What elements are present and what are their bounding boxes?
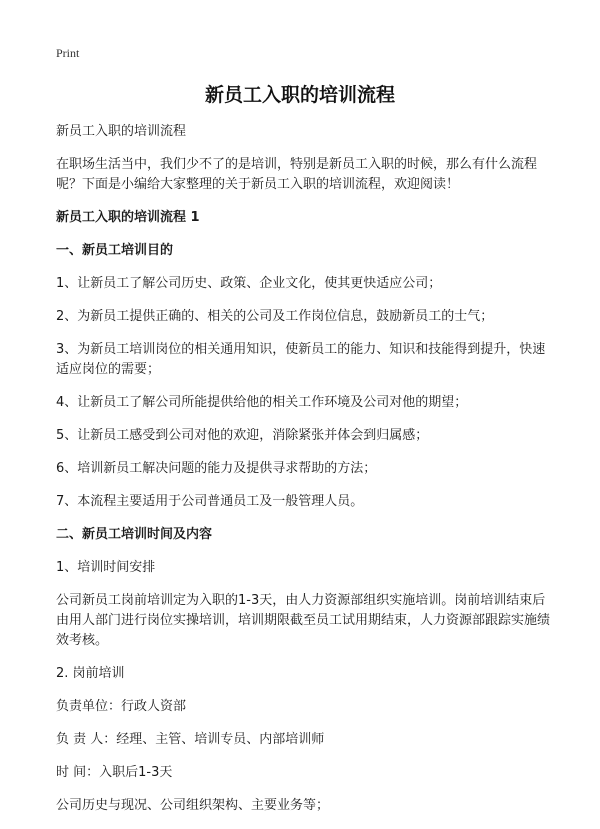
paragraph: 3、为新员工培训岗位的相关通用知识，使新员工的能力、知识和技能得到提升，快速适应岗位的需要； — [56, 342, 546, 377]
paragraph: 7、本流程主要适用于公司普通员工及一般管理人员。 — [56, 494, 364, 509]
paragraph: 2、为新员工提供正确的、相关的公司及工作岗位信息，鼓励新员工的士气； — [56, 309, 494, 324]
page-title: 新员工入职的培训流程 — [204, 84, 395, 106]
paragraph: 时 间：入职后1-3天 — [56, 765, 173, 780]
section-heading: 新员工入职的培训流程 1 — [56, 210, 200, 225]
paragraph: 在职场生活当中，我们少不了的是培训，特别是新员工入职的时候，那么有什么流程呢？下面是小编给大家整理的关于新员工入职的培训流程，欢迎阅读！ — [56, 157, 538, 192]
paragraph: 2. 岗前培训 — [56, 666, 125, 681]
paragraph: 公司历史与现况、公司组织架构、主要业务等； — [56, 798, 330, 813]
paragraph: 1、培训时间安排 — [56, 560, 156, 575]
paragraph: 公司新员工岗前培训定为入职的1-3天，由人力资源部组织实施培训。岗前培训结束后由用人部门进行岗位实操培训，培训期限截至员工试用期结束，人力资源部跟踪实施绩效考核。 — [56, 593, 551, 648]
paragraph: 4、让新员工了解公司所能提供给他的相关工作环境及公司对他的期望； — [56, 395, 468, 410]
paragraph: 5、让新员工感受到公司对他的欢迎，消除紧张并体会到归属感； — [56, 428, 429, 443]
section-heading: 一、新员工培训目的 — [56, 243, 174, 258]
paragraph: 1、让新员工了解公司历史、政策、企业文化，使其更快适应公司； — [56, 276, 442, 291]
paragraph: 6、培训新员工解决问题的能力及提供寻求帮助的方法； — [56, 461, 377, 476]
paragraph: 负 责 人：经理、主管、培训专员、内部培训师 — [56, 732, 325, 747]
print-link[interactable]: Print — [56, 46, 80, 60]
document-body — [56, 122, 556, 829]
paragraph: 负责单位：行政人资部 — [56, 699, 187, 714]
section-heading: 二、新员工培训时间及内容 — [56, 527, 213, 542]
paragraph: 新员工入职的培训流程 — [56, 124, 187, 139]
